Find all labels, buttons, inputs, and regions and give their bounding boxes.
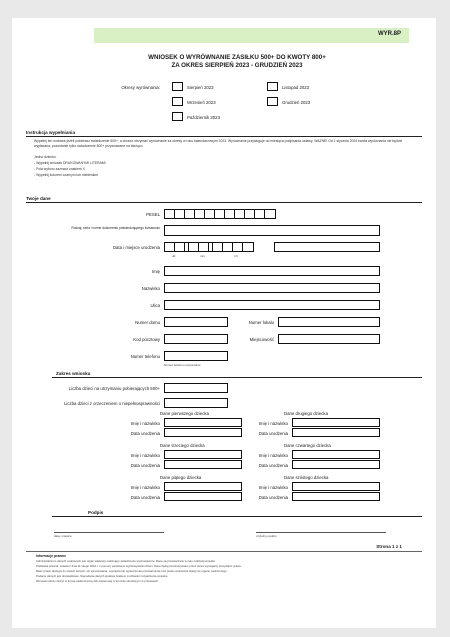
place-date-line[interactable] [54,532,164,533]
child-1-name-input[interactable] [164,418,242,427]
footer-line-2: Podstawa prawna: ustawa z dnia 11 lutego 2016 r. o pomocy państwa w wychowywaniu dzieci. Dane będą przechowywane przez okres wymagany przepisami prawa. [36,564,242,568]
child-1-name-label: Imię i nazwisko [130,421,160,426]
child-5-dob-label: Data urodzenia [130,495,160,500]
last-name-input[interactable] [164,283,380,293]
child-6-dob-input[interactable] [292,492,380,501]
street-label: Ulica [150,303,160,308]
child-4-dob-input[interactable] [292,460,380,469]
form-title-line2: ZA OKRES SIERPIEŃ 2023 - GRUDZIEŃ 2023 [171,62,303,69]
house-no-input[interactable] [164,317,228,327]
first-name-input[interactable] [164,266,380,276]
scope-heading: Zakres wniosku [56,371,91,376]
first-name-label: Imię [151,269,160,274]
child-2-dob-label: Data urodzenia [258,431,288,436]
form-title-line1: WNIOSEK O WYRÓWNANIE ZASIŁKU 500+ DO KWOTY 800+ [148,54,326,61]
phone-hint: Numer telefonu opcjonalnie [164,363,201,367]
form-code: WYR.8P [377,31,401,37]
birth-hint-year: rrrr [234,254,238,258]
city-input[interactable] [278,334,380,344]
instructions-paragraph: Wypełnij ten wniosek jeżeli pobierasz świadczenie 500+, a chcesz otrzymać wyrównanie za okresy w roku kalendarzowym 2023. Wyrównanie przysługuje od miesiąca podpisania ustawy. WAŻNE! Od 1 stycznia 2024 kwota wyrównania nie będzie wypłacana, pozostanie tylko świadczenie 800+ przyznawane na bieżąco. [34,139,403,149]
pesel-label: PESEL [146,212,160,217]
child-6-name-input[interactable] [292,482,380,491]
period-checkbox-oct[interactable] [172,112,183,121]
footer-line-5: Wniosek należy złożyć w formie elektronicznej lub papierowej w terminie określonym w przepisach. [36,579,159,583]
birth-date-input[interactable] [164,242,254,252]
your-data-heading: Twoje dane [26,196,51,201]
phone-input[interactable] [164,351,228,361]
child-5-dob-input[interactable] [164,492,242,501]
house-no-label: Numer domu [135,320,160,325]
header-banner [94,28,409,43]
instructions-bullet-1: - Wypełnij wniosek DRUKOWANYMI LITERAMI [34,161,106,165]
document-label: Rodzaj, seria i numer dokumentu potwierdzającego tożsamość [71,226,160,230]
child-6-name-label: Imię i nazwisko [258,485,288,490]
signature-divider [52,516,422,517]
child-5-name-label: Imię i nazwisko [130,485,160,490]
city-label: Miejscowość [249,337,274,342]
period-label: Okresy wyrównania: [121,85,160,90]
birth-hint-day: dd [172,254,176,258]
phone-label: Numer telefonu [130,354,160,359]
birth-place-input[interactable] [274,242,380,252]
your-data-divider [26,202,422,203]
child-4-title: Dane czwartego dziecka [284,443,331,448]
child-5-title: Dane piątego dziecka [160,475,202,480]
period-checkbox-sep[interactable] [172,97,183,106]
postal-code-input[interactable] [164,334,228,344]
flat-no-label: Numer lokalu [248,320,274,325]
children-count-label: Liczba dzieci na utrzymaniu pobierających 500+ [68,386,160,391]
child-3-dob-label: Data urodzenia [130,463,160,468]
footer-divider [26,551,422,552]
instructions-bullet-2: - Pola wyboru zaznacz znakiem X [34,167,85,171]
child-4-name-label: Imię i nazwisko [258,453,288,458]
footer-line-4: Podanie danych jest obowiązkowe. Niepodanie danych skutkuje brakiem możliwości rozpatrzenia wniosku. [36,574,169,578]
period-option-nov: Listopad 2023 [282,85,309,90]
children-entitled-label: Liczba dzieci z orzeczeniem o niepełnosprawności [63,401,160,406]
birth-hint-month: mm [200,254,205,258]
form-page [12,18,436,628]
child-1-title: Dane pierwszego dziecka [160,411,209,416]
scope-divider [52,377,422,378]
instructions-bullet-3: - Wypełnij kolorem czarnym lub niebieskim [34,173,99,177]
instructions-divider [26,136,422,137]
child-4-dob-label: Data urodzenia [258,463,288,468]
birth-label: Data i miejsce urodzenia [112,245,160,250]
child-6-title: Dane szóstego dziecka [284,475,329,480]
child-6-dob-label: Data urodzenia [258,495,288,500]
period-option-oct: Październik 2023 [187,115,220,120]
child-3-dob-input[interactable] [164,460,242,469]
period-option-sep: Wrzesień 2023 [187,100,216,105]
child-1-dob-input[interactable] [164,428,242,437]
period-option-dec: Grudzień 2023 [282,100,311,105]
footer-line-1: Administratorem danych osobowych jest organ właściwy realizujący świadczenie wychowawcze. Dane są przetwarzane w celu realizacji wniosku. [36,559,217,563]
signature-heading: Podpis [88,510,104,515]
child-3-name-input[interactable] [164,450,242,459]
footer-line-3: Masz prawo dostępu do swoich danych, ich sprostowania, usunięcia lub ograniczenia przetwarzania oraz prawo wniesienia skargi do organu nadzorczego. [36,569,228,573]
last-name-label: Nazwisko [141,286,160,291]
signature-line[interactable] [256,532,386,533]
instructions-note: Jedno dziecko. [34,155,57,159]
child-3-name-label: Imię i nazwisko [130,453,160,458]
period-checkbox-aug[interactable] [172,82,183,91]
children-count-input[interactable] [164,383,228,393]
children-entitled-input[interactable] [164,398,228,408]
period-option-aug: Sierpień 2023 [187,85,214,90]
place-date-label: data, miejsce [54,534,72,538]
period-checkbox-dec[interactable] [267,97,278,106]
pesel-input[interactable] [164,209,276,219]
page-number: Strona 1 z 1 [376,544,402,549]
period-checkbox-nov[interactable] [267,82,278,91]
child-2-title: Dane drugiego dziecka [284,411,328,416]
child-2-name-input[interactable] [292,418,380,427]
child-3-title: Dane trzeciego dziecka [160,443,205,448]
child-1-dob-label: Data urodzenia [130,431,160,436]
child-2-name-label: Imię i nazwisko [258,421,288,426]
signature-label: czytelny podpis [256,534,277,538]
child-4-name-input[interactable] [292,450,380,459]
street-input[interactable] [164,300,380,310]
footer-heading: Informacje prawne [36,554,66,558]
document-input[interactable] [164,225,380,236]
flat-no-input[interactable] [278,317,380,327]
child-5-name-input[interactable] [164,482,242,491]
child-2-dob-input[interactable] [292,428,380,437]
postal-code-label: Kod pocztowy [133,337,160,342]
instructions-heading: Instrukcja wypełniania [26,130,76,135]
